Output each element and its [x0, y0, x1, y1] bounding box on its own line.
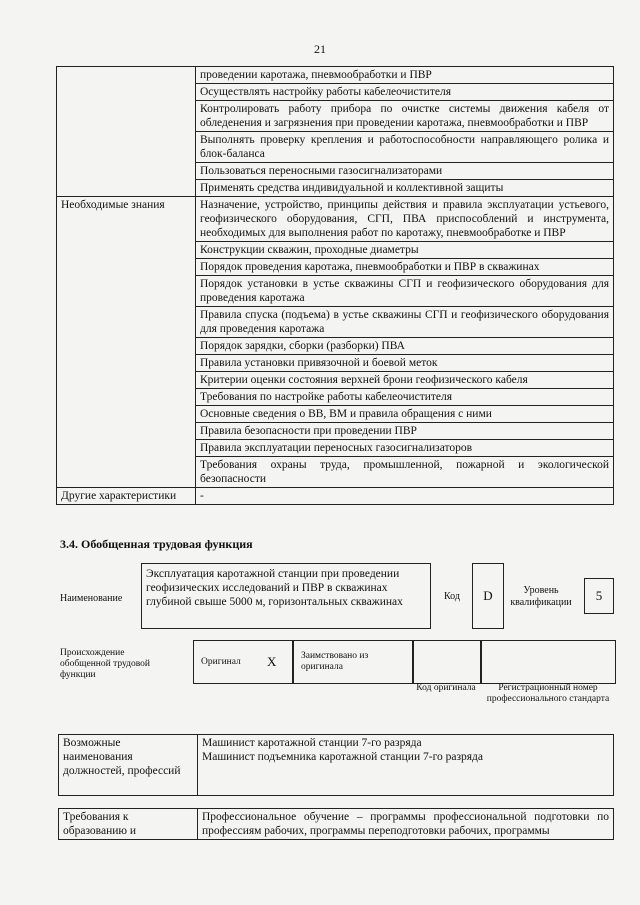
row-content: Критерии оценки состояния верхней брони геофизического кабеля [196, 372, 614, 389]
borrowed-label: Заимствовано из оригинала [301, 651, 369, 672]
row-category: Другие характеристики [57, 488, 196, 505]
row-content: Назначение, устройство, принципы действия и правила эксплуатации устьевого, геофизического оборудования, СГП, ПВА приспособлений и инструмента, необходимых для выполнения работ по каротажу, пневмообработке и ПВР [196, 197, 614, 242]
code-value-box [472, 563, 504, 629]
reg-number-label: Регистрационный номер профессионального стандарта [486, 683, 610, 704]
row-content: Порядок проведения каротажа, пневмообработки и ПВР в скважинах [196, 259, 614, 276]
level-label: Уровень квалификации [510, 585, 572, 608]
row-content: Правила спуска (подъема) в устье скважины СГП и геофизического оборудования для проведения каротажа [196, 307, 614, 338]
code-original-cell [412, 640, 482, 684]
position-item: Машинист каротажной станции 7-го разряда [202, 737, 422, 749]
row-content: Требования по настройке работы кабелеочистителя [196, 389, 614, 406]
row-content: Правила установки привязочной и боевой меток [196, 355, 614, 372]
positions-label: Возможные наименования должностей, профессий [59, 735, 198, 796]
original-label: Оригинал [201, 657, 241, 667]
name-label: Наименование [60, 593, 123, 604]
row-content: Осуществлять настройку работы кабелеочистителя [196, 84, 614, 101]
table-row [57, 488, 614, 505]
row-category [57, 67, 196, 197]
positions-table [58, 734, 614, 796]
table-row [57, 197, 614, 242]
reg-number-cell [480, 640, 616, 684]
code-value: D [483, 588, 493, 603]
row-content: Требования охраны труда, промышленной, пожарной и экологической безопасности [196, 457, 614, 488]
row-content: Пользоваться переносными газосигнализаторами [196, 163, 614, 180]
row-content: Правила эксплуатации переносных газосигнализаторов [196, 440, 614, 457]
row-content: Применять средства индивидуальной и коллективной защиты [196, 180, 614, 197]
code-original-label: Код оригинала [416, 683, 476, 693]
education-table [58, 808, 614, 840]
row-category: Необходимые знания [57, 197, 196, 488]
row-content: Контролировать работу прибора по очистке системы движения кабеля от обледенения и загрязнения при проведении каротажа, пневмообработки и ПВР [196, 101, 614, 132]
original-cell [193, 640, 294, 684]
skills-knowledge-table [56, 66, 614, 505]
level-value-box [584, 578, 614, 614]
row-content: Конструкции скважин, проходные диаметры [196, 242, 614, 259]
positions-values [198, 735, 614, 796]
row-content: - [196, 488, 614, 505]
original-mark: X [267, 654, 277, 669]
level-value: 5 [595, 588, 603, 603]
education-label: Требования к образованию и [59, 809, 198, 840]
row-content: Выполнять проверку крепления и работоспособности направляющего ролика и блок-баланса [196, 132, 614, 163]
section-title: 3.4. Обобщенная трудовая функция [60, 537, 253, 551]
gtf-name-value: Эксплуатация каротажной станции при проведении геофизических исследований и ПВР в скважинах глубиной свыше 5000 м, горизонтальных скважинах [146, 568, 403, 608]
gtf-name-box [141, 563, 431, 629]
code-label: Код [444, 591, 460, 602]
row-content: Порядок установки в устье скважины СГП и геофизического оборудования для проведения каротажа [196, 276, 614, 307]
row-content: Правила безопасности при проведении ПВР [196, 423, 614, 440]
row-content: Основные сведения о ВВ, ВМ и правила обращения с ними [196, 406, 614, 423]
table-row [57, 67, 614, 84]
page-number: 21 [314, 42, 326, 56]
borrowed-cell [292, 640, 414, 684]
position-item: Машинист подъемника каротажной станции 7-го разряда [202, 751, 484, 763]
origin-label: Происхождение обобщенной трудовой функции [60, 648, 150, 680]
education-value: Профессиональное обучение – программы профессиональной подготовки по профессиям рабочих, программы переподготовки рабочих, программы [198, 809, 614, 840]
row-content: проведении каротажа, пневмообработки и ПВР [196, 67, 614, 84]
row-content: Порядок зарядки, сборки (разборки) ПВА [196, 338, 614, 355]
